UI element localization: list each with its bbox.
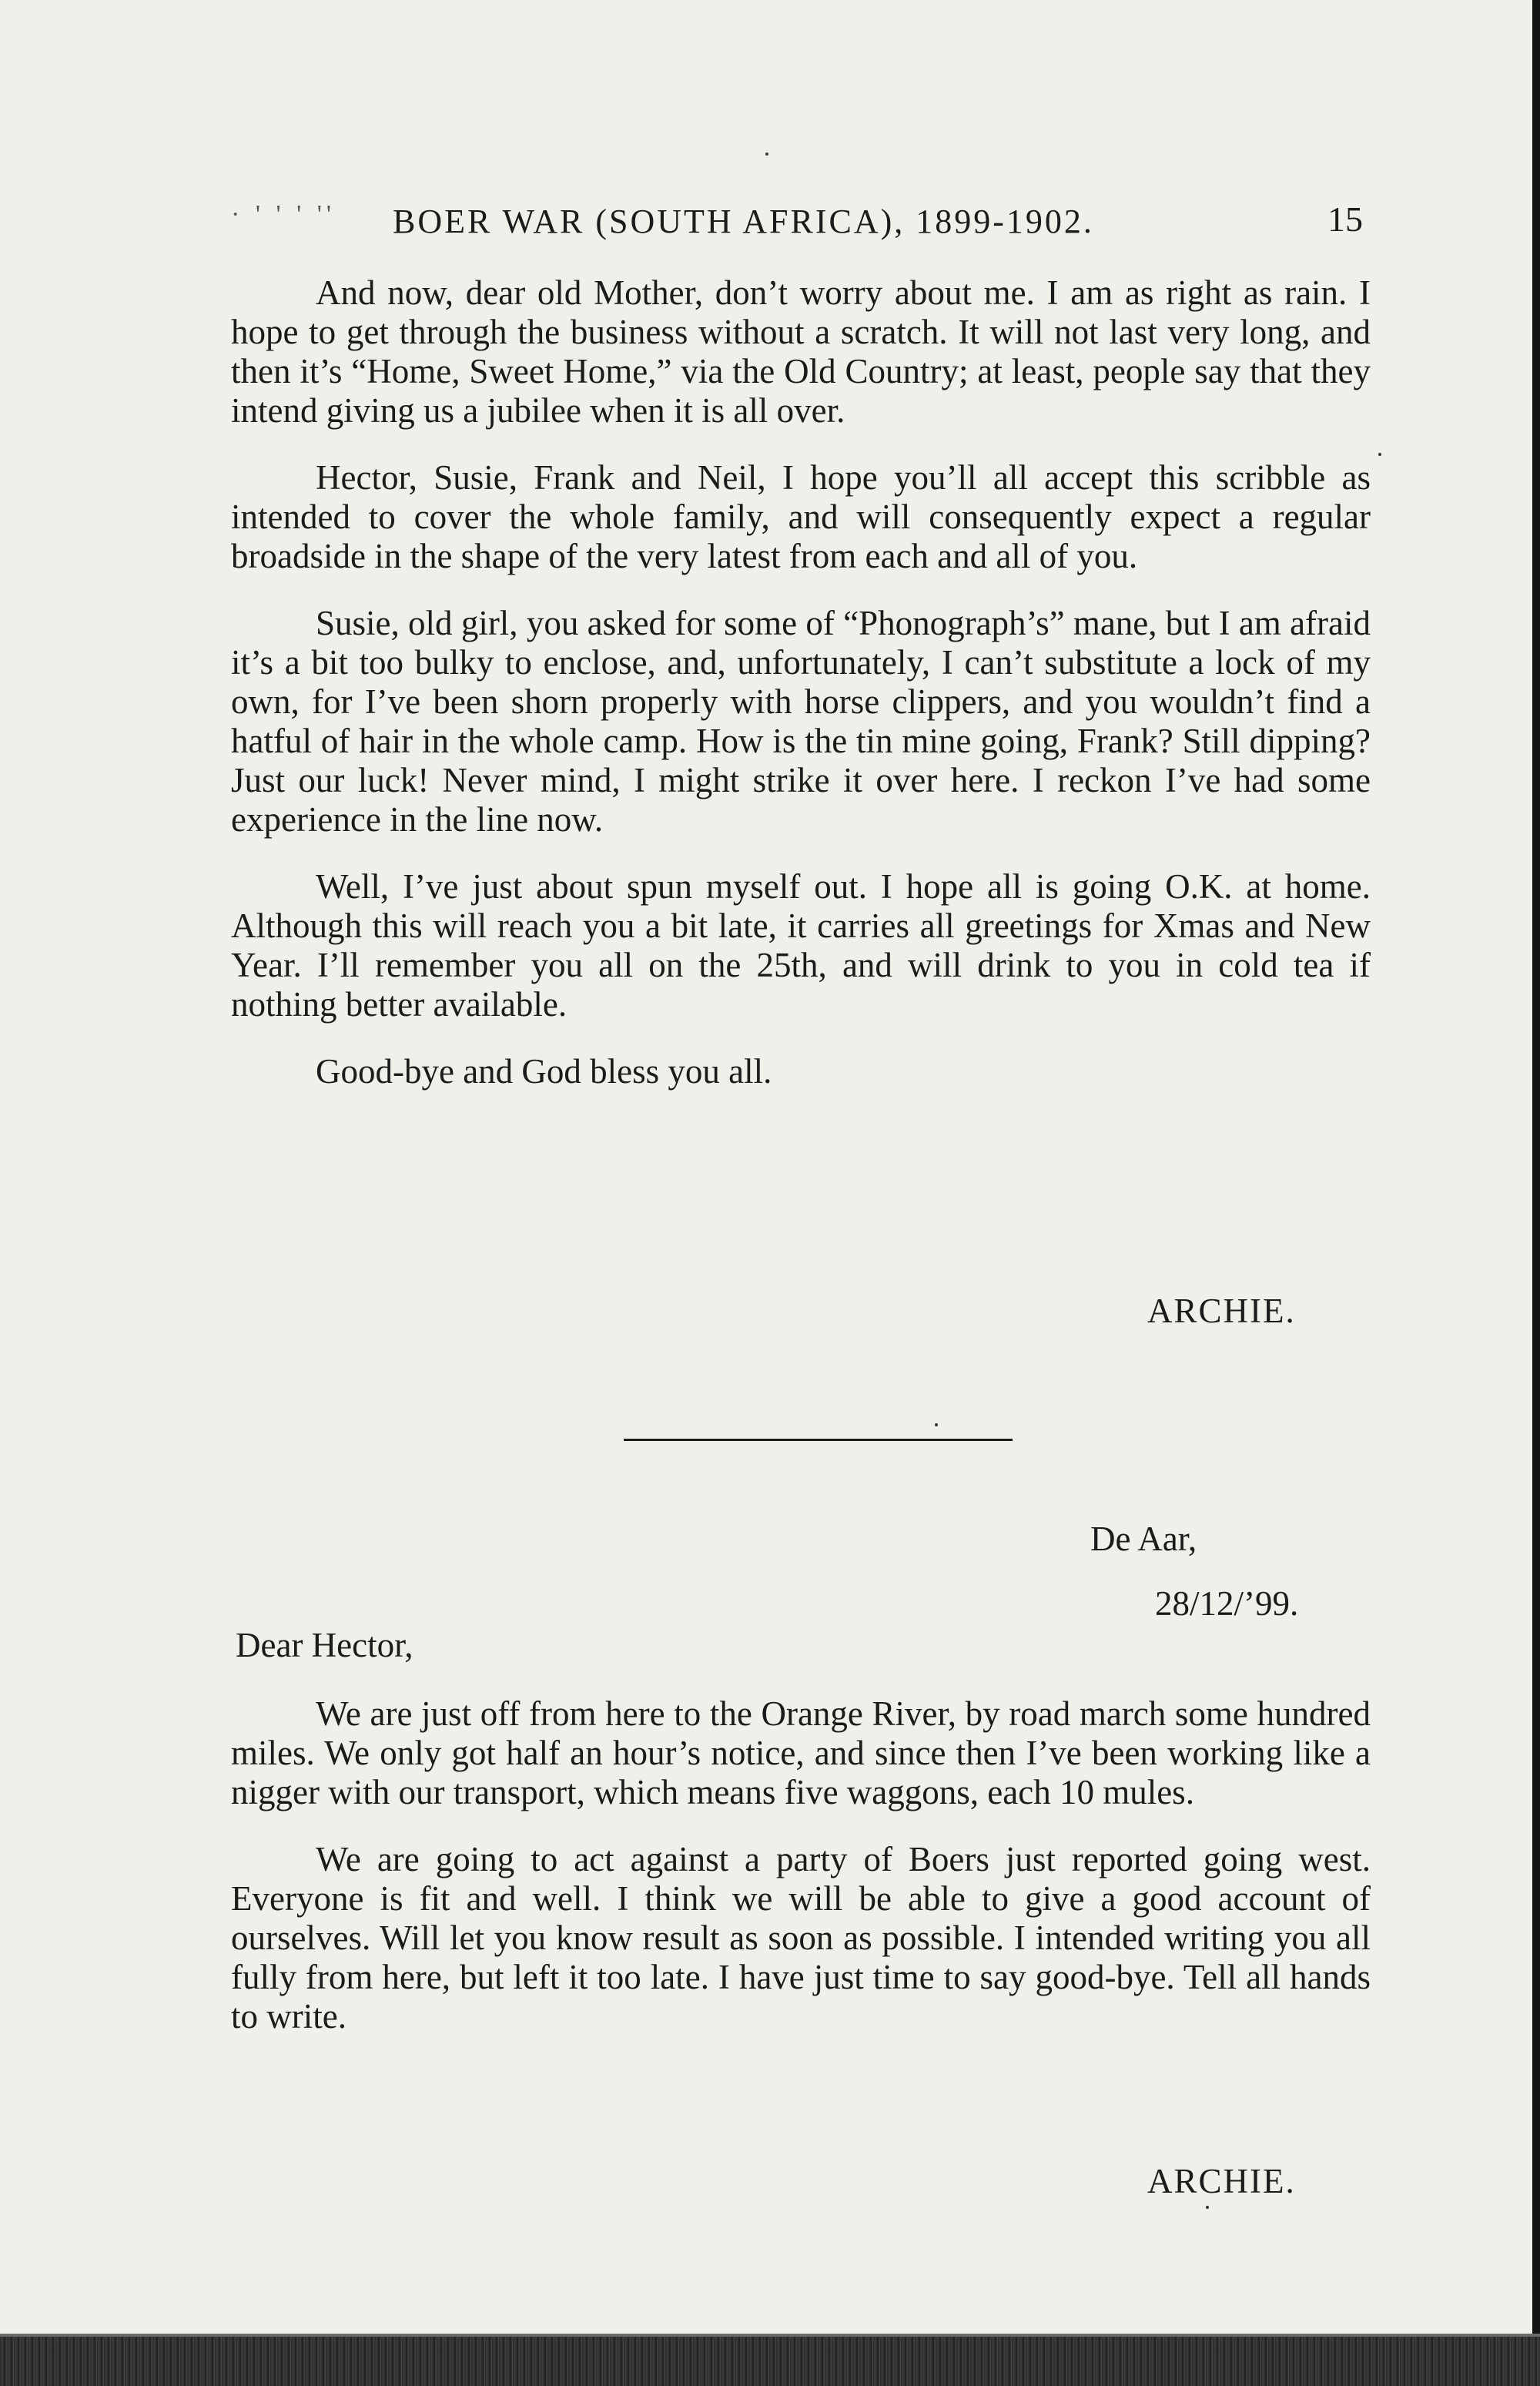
letter-2-paragraph-1: We are just off from here to the Orange River, by road march some hundred miles. We only got half an hour’s notice, and since then I’ve been working like a nigger with our transport, which means five waggons, each 10 mules. [231, 1694, 1371, 1811]
letter-1-paragraph-4: Well, I’ve just about spun myself out. I hope all is going O.K. at home. Although this will reach you a bit late, it carries all greetings for Xmas and New Year. I’ll remember you all on the 25th, and will drink to you in cold tea if nothing better available. [231, 867, 1371, 1024]
page-edge-shadow [1532, 0, 1540, 2386]
scan-speck [765, 152, 768, 156]
scan-border [0, 2334, 1540, 2386]
letter-2-date: 28/12/’99. [1155, 1584, 1299, 1623]
letter-1-paragraph-1: And now, dear old Mother, don’t worry about me. I am as right as rain. I hope to get through the business without a scratch. It will not last very long, and then it’s “Home, Sweet Home,” via the Old Country; at least, people say that they intend giving us a jubilee when it is all over. [231, 273, 1371, 430]
letter-1-signature: ARCHIE. [1147, 1292, 1296, 1330]
letter-1-body [231, 273, 1371, 1091]
running-header [231, 199, 1371, 248]
scan-speck [935, 1423, 938, 1426]
header-title: BOER WAR (SOUTH AFRICA), 1899-1902. [393, 203, 1094, 240]
scan-speck [1378, 453, 1381, 456]
letter-2-place: De Aar, [1090, 1520, 1197, 1558]
letter-1-paragraph-5: Good-bye and God bless you all. [316, 1052, 772, 1091]
letter-2-salutation: Dear Hector, [236, 1626, 413, 1664]
letter-1-paragraph-3: Susie, old girl, you asked for some of “Phonograph’s” mane, but I am afraid it’s a bit too bulky to enclose, and, unfortunately, I can’t substitute a lock of my own, for I’ve been shorn properly with horse clippers, and you wouldn’t find a hatful of hair in the whole camp. How is the tin mine going, Frank? Still dipping? Just our luck! Never mind, I might strike it over here. I reckon I’ve had some experience in the line now. [231, 604, 1371, 839]
letter-2-body [231, 1694, 1371, 2036]
letter-2-signature: ARCHIE. [1147, 2162, 1296, 2200]
scan-speck [1206, 2206, 1209, 2209]
header-marks: · ' ' ' '' [231, 200, 336, 229]
page-number: 15 [1327, 199, 1363, 239]
letter-1-paragraph-2: Hector, Susie, Frank and Neil, I hope you’ll all accept this scribble as intended to cover the whole family, and will consequently expect a regular broadside in the shape of the very latest from each and all of you. [231, 458, 1371, 575]
section-divider [624, 1439, 1013, 1441]
letter-2-paragraph-2: We are going to act against a party of Boers just reported going west. Everyone is fit and well. I think we will be able to give a good account of ourselves. Will let you know result as soon as possible. I intended writing you all fully from here, but left it too late. I have just time to say good-bye. Tell all hands to write. [231, 1840, 1371, 2036]
